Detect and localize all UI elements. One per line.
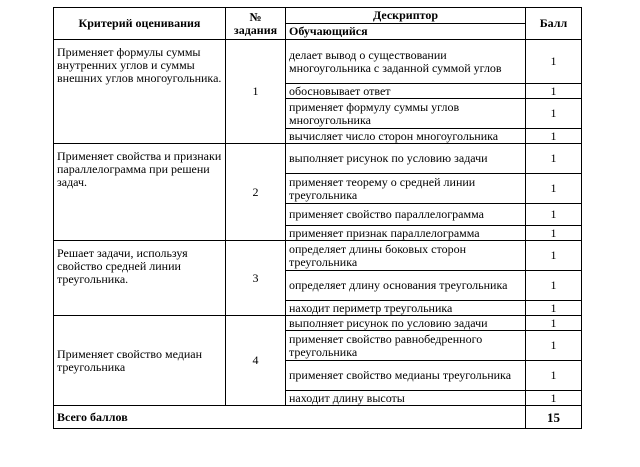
score-cell: 1 — [526, 204, 582, 226]
criterion-cell — [54, 144, 226, 241]
descriptor-cell: применяет свойство параллелограмма — [286, 204, 526, 226]
descriptor-cell: выполняет рисунок по условию задачи — [286, 144, 526, 174]
criterion-text: Применяет свойство медиан треугольника — [57, 346, 203, 374]
score-cell: 1 — [526, 316, 582, 331]
header-task-number: № задания — [226, 8, 286, 40]
task-number-cell: 1 — [226, 40, 286, 144]
criterion-cell — [54, 241, 226, 316]
descriptor-cell: применяет признак параллелограмма — [286, 226, 526, 241]
descriptor-cell: выполняет рисунок по условию задачи — [286, 316, 526, 331]
criterion-text: Применяет формулы суммы внутренних углов и суммы внешних углов многоугольника. — [57, 45, 222, 85]
score-cell: 1 — [526, 301, 582, 316]
descriptor-cell: определяет длину основания треугольника — [286, 271, 526, 301]
score-cell: 1 — [526, 271, 582, 301]
table-row — [54, 144, 582, 174]
score-cell: 1 — [526, 99, 582, 129]
total-label: Всего баллов — [54, 406, 526, 429]
descriptor-cell: применяет свойство медианы треугольника — [286, 361, 526, 391]
header-row — [54, 8, 582, 24]
descriptor-cell: находит периметр треугольника — [286, 301, 526, 316]
header-learner: Обучающийся — [286, 24, 526, 40]
table-row — [54, 316, 582, 331]
descriptor-cell: делает вывод о существовании многоугольника с заданной суммой углов — [286, 40, 526, 84]
assessment-rubric-table — [53, 7, 582, 429]
total-value: 15 — [526, 406, 582, 429]
header-descriptor: Дескриптор — [286, 8, 526, 24]
score-cell: 1 — [526, 226, 582, 241]
score-cell: 1 — [526, 391, 582, 406]
score-cell: 1 — [526, 40, 582, 84]
descriptor-cell: применяет формулу суммы углов многоугольника — [286, 99, 526, 129]
header-criterion: Критерий оценивания — [54, 8, 226, 40]
score-cell: 1 — [526, 174, 582, 204]
descriptor-cell: определяет длины боковых сторон треугольника — [286, 241, 526, 271]
criterion-text: Решает задачи, используя свойство средней линии треугольника. — [57, 246, 188, 286]
task-number-cell: 3 — [226, 241, 286, 316]
task-number-cell: 4 — [226, 316, 286, 406]
table-row — [54, 40, 582, 84]
descriptor-cell: вычисляет число сторон многоугольника — [286, 129, 526, 144]
score-cell: 1 — [526, 331, 582, 361]
table-row — [54, 241, 582, 271]
descriptor-cell: применяет свойство равнобедренного треугольника — [286, 331, 526, 361]
header-score: Балл — [526, 8, 582, 40]
score-cell: 1 — [526, 361, 582, 391]
score-cell: 1 — [526, 129, 582, 144]
score-cell: 1 — [526, 84, 582, 99]
descriptor-cell: находит длину высоты — [286, 391, 526, 406]
criterion-text: Применяет свойства и признаки параллелограмма при решени задач. — [57, 149, 222, 189]
criterion-cell — [54, 40, 226, 144]
criterion-cell — [54, 316, 226, 406]
task-number-cell: 2 — [226, 144, 286, 241]
descriptor-cell: обосновывает ответ — [286, 84, 526, 99]
score-cell: 1 — [526, 144, 582, 174]
score-cell: 1 — [526, 241, 582, 271]
total-row — [54, 406, 582, 429]
descriptor-cell: применяет теорему о средней линии треугольника — [286, 174, 526, 204]
